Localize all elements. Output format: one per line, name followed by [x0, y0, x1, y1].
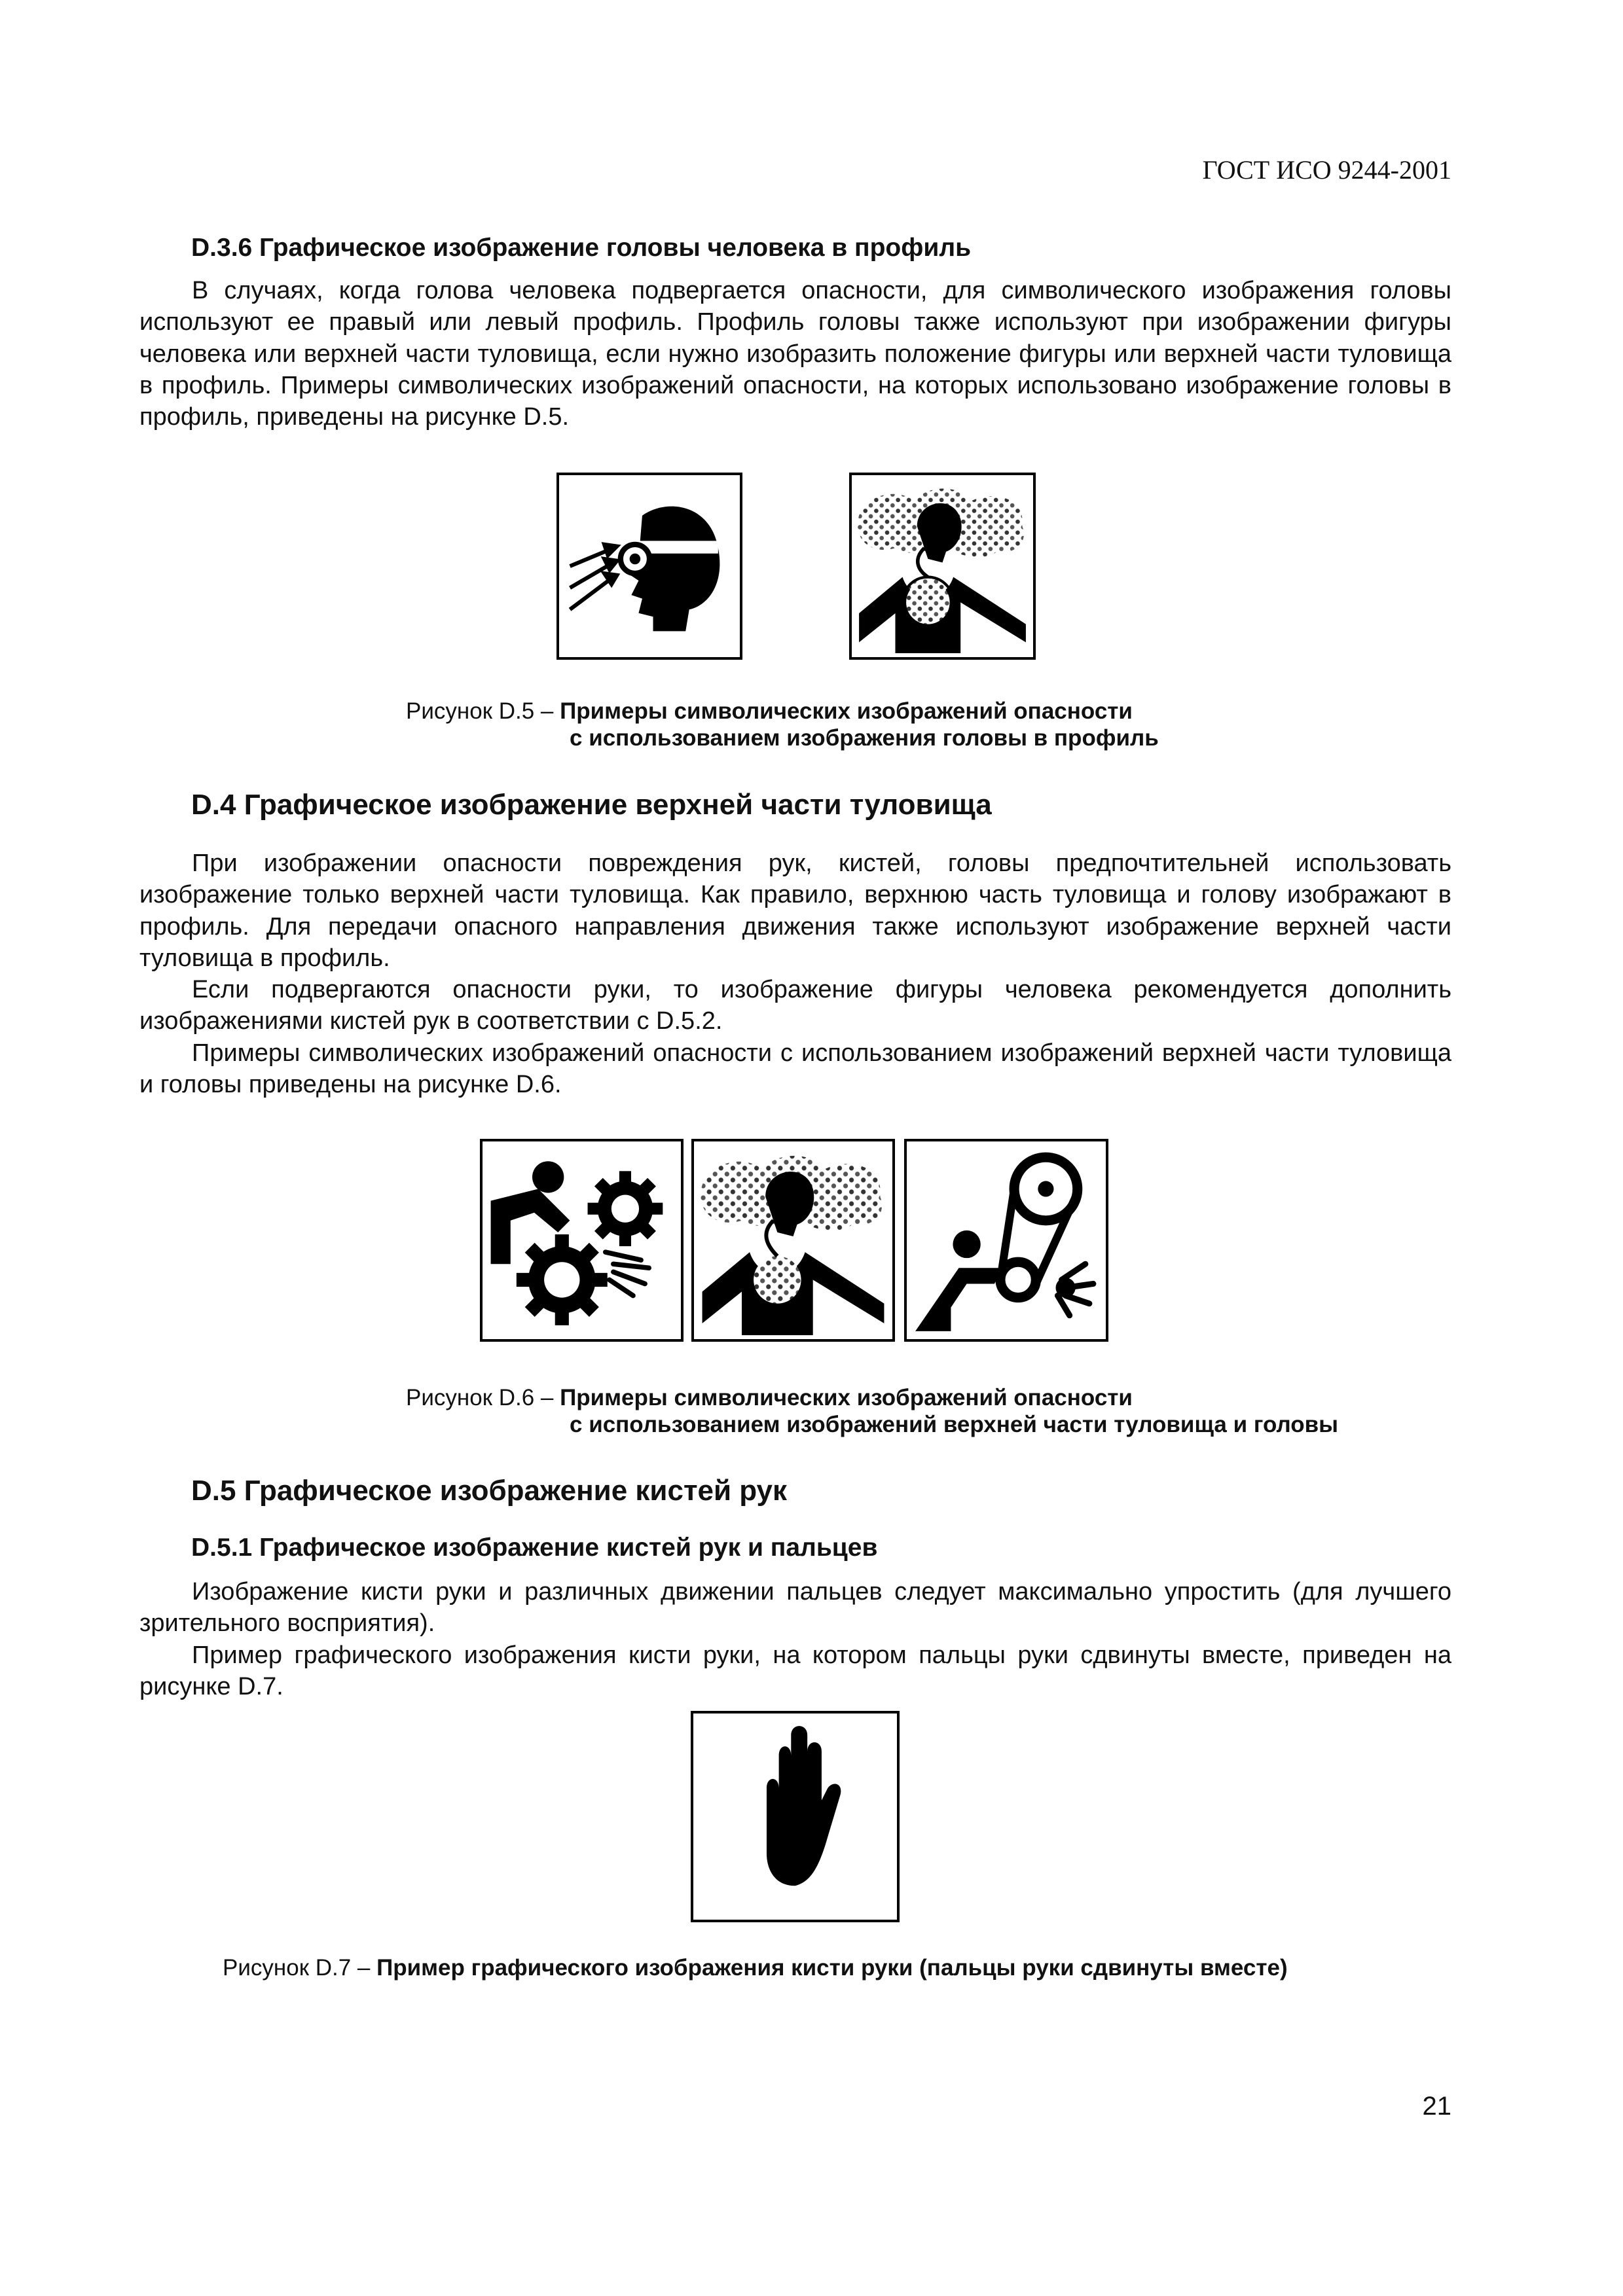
inhalation-hazard-icon	[852, 475, 1033, 657]
figure-d5-title-line2: с использованием изображения головы в профиль	[570, 725, 1159, 751]
figure-d7-label: Рисунок D.7 –	[223, 1955, 377, 1981]
section-heading-d5: D.5 Графическое изображение кистей рук	[191, 1475, 788, 1507]
gear-hazard-pictogram	[480, 1139, 684, 1342]
toxic-inhalation-pictogram	[849, 473, 1036, 660]
hand-pictogram	[691, 1711, 900, 1922]
page-number: 21	[1422, 2092, 1451, 2121]
figure-d6-caption	[406, 1384, 1133, 1412]
section-heading-d51: D.5.1 Графическое изображение кистей рук и пальцев	[191, 1534, 878, 1562]
figure-d5-title-line1: Примеры символических изображений опасности	[560, 698, 1133, 724]
paragraph: Пример графического изображения кисти руки, на котором пальцы руки сдвинуты вместе, приведен на рисунке D.7.	[139, 1641, 1451, 1701]
eye-hazard-icon	[559, 475, 740, 657]
belt-pulley-hand-icon	[907, 1141, 1106, 1339]
paragraph: При изображении опасности повреждения рук, кистей, головы предпочтительней использовать изображение только верхней части туловища. Как правило, верхнюю часть туловища и голову изображают в профиль. Для передачи опасного направления движения также используют изображение верхней части туловища в профиль.	[139, 850, 1451, 972]
document-header: ГОСТ ИСО 9244-2001	[1202, 155, 1451, 185]
figure-d7-title: Пример графического изображения кисти руки (пальцы руки сдвинуты вместе)	[376, 1955, 1288, 1981]
figure-d7-caption	[223, 1954, 1288, 1982]
gears-hand-icon	[483, 1141, 681, 1339]
paragraph: В случаях, когда голова человека подвергается опасности, для символического изображения головы используют ее правый или левый профиль. Профиль головы также используют при изображении фигуры человека или верхней части туловища, если нужно изобразить положение фигуры или верхней части туловища в профиль. Примеры символических изображений опасности, на которых использовано изображение головы в профиль, приведены на рисунке D.5.	[139, 277, 1451, 431]
section-heading-d4: D.4 Графическое изображение верхней части туловища	[191, 789, 992, 821]
eye-hazard-pictogram	[556, 473, 742, 660]
figure-d5-caption	[406, 698, 1133, 725]
hand-fingers-together-icon	[693, 1713, 897, 1920]
paragraph: Примеры символических изображений опасности с использованием изображений верхней части туловища и головы приведены на рисунке D.6.	[139, 1039, 1451, 1099]
belt-drive-hazard-pictogram	[904, 1139, 1108, 1342]
figure-d5-label: Рисунок D.5 –	[406, 698, 560, 724]
figure-d6-title-line1: Примеры символических изображений опасности	[560, 1385, 1133, 1410]
paragraph: Изображение кисти руки и различных движении пальцев следует максимально упростить (для лучшего зрительного восприятия).	[139, 1578, 1451, 1638]
section-heading-d36: D.3.6 Графическое изображение головы человека в профиль	[191, 234, 972, 262]
figure-d6-label: Рисунок D.6 –	[406, 1385, 560, 1410]
inhalation-hazard-icon	[694, 1141, 892, 1339]
toxic-inhalation-pictogram	[691, 1139, 895, 1342]
paragraph: Если подвергаются опасности руки, то изображение фигуры человека рекомендуется дополнить изображениями кистей рук в соответствии с D.5.2.	[139, 976, 1451, 1035]
figure-d6-title-line2: с использованием изображений верхней части туловища и головы	[570, 1412, 1339, 1437]
